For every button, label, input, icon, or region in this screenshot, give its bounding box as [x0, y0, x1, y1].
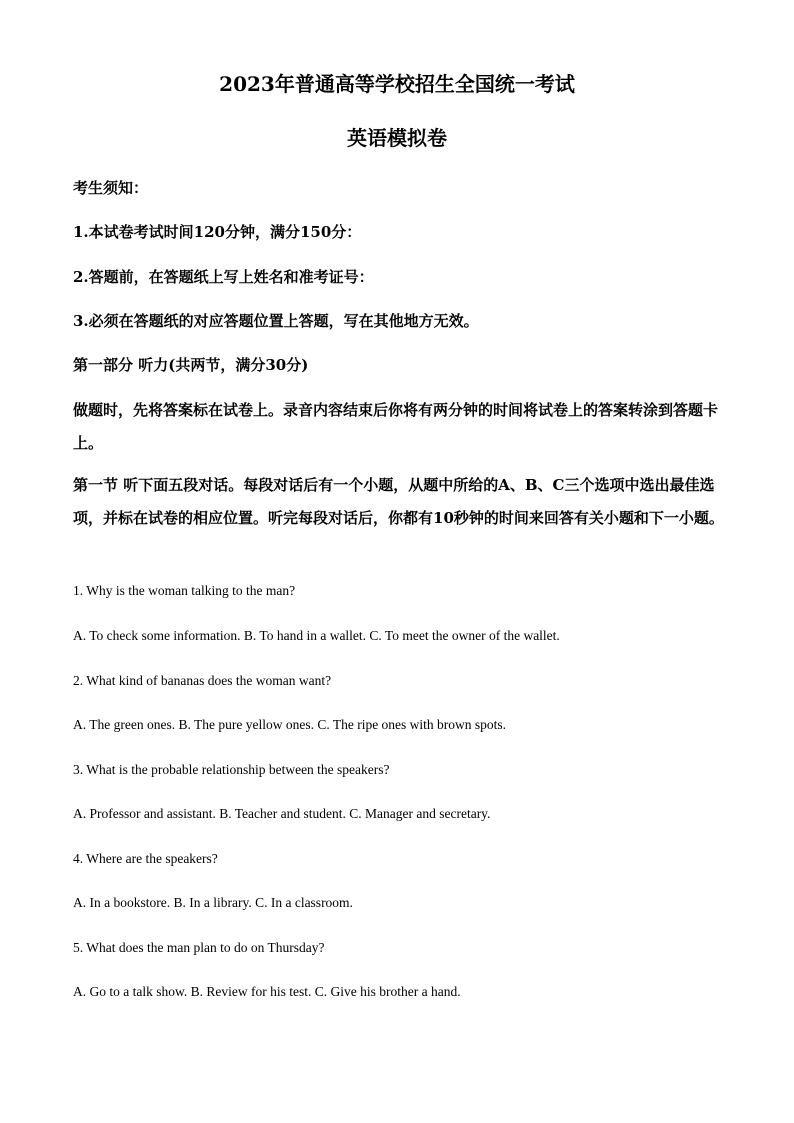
- question-2: 2. What kind of bananas does the woman want?: [73, 673, 332, 688]
- question-5-options: A. Go to a talk show. B. Review for his test. C. Give his brother a hand.: [73, 984, 461, 999]
- part1-instruction: 做题时，先将答案标在试卷上。录音内容结束后你将有两分钟的时间将试卷上的答案转涂到答题卡上。: [73, 401, 719, 452]
- section1-instruction: 第一节 听下面五段对话。每段对话后有一个小题，从题中所给的A、B、C三个选项中选出最佳选项，并标在试卷的相应位置。听完每段对话后，你都有10秒钟的时间来回答有关小题和下一小题。: [73, 476, 724, 527]
- question-2-options: A. The green ones. B. The pure yellow ones. C. The ripe ones with brown spots.: [73, 717, 507, 732]
- question-3: 3. What is the probable relationship between the speakers?: [73, 762, 390, 777]
- part1-heading: 第一部分 听力(共两节，满分30分): [73, 356, 309, 374]
- notice-item-3: 3.必须在答题纸的对应答题位置上答题，写在其他地方无效。: [73, 312, 479, 330]
- exam-subtitle: 英语模拟卷: [347, 126, 447, 150]
- question-5: 5. What does the man plan to do on Thursday?: [73, 940, 325, 955]
- notice-heading: 考生须知：: [73, 179, 149, 197]
- question-4: 4. Where are the speakers?: [73, 851, 218, 866]
- notice-item-1: 1.本试卷考试时间120分钟，满分150分：: [73, 223, 362, 241]
- question-1: 1. Why is the woman talking to the man?: [73, 583, 296, 598]
- exam-title: 2023年普通高等学校招生全国统一考试: [219, 72, 575, 96]
- question-1-options: A. To check some information. B. To hand in a wallet. C. To meet the owner of the wallet.: [73, 628, 560, 643]
- question-4-options: A. In a bookstore. B. In a library. C. In a classroom.: [73, 895, 353, 910]
- notice-item-2: 2.答题前，在答题纸上写上姓名和准考证号：: [73, 268, 374, 286]
- question-3-options: A. Professor and assistant. B. Teacher and student. C. Manager and secretary.: [73, 806, 491, 821]
